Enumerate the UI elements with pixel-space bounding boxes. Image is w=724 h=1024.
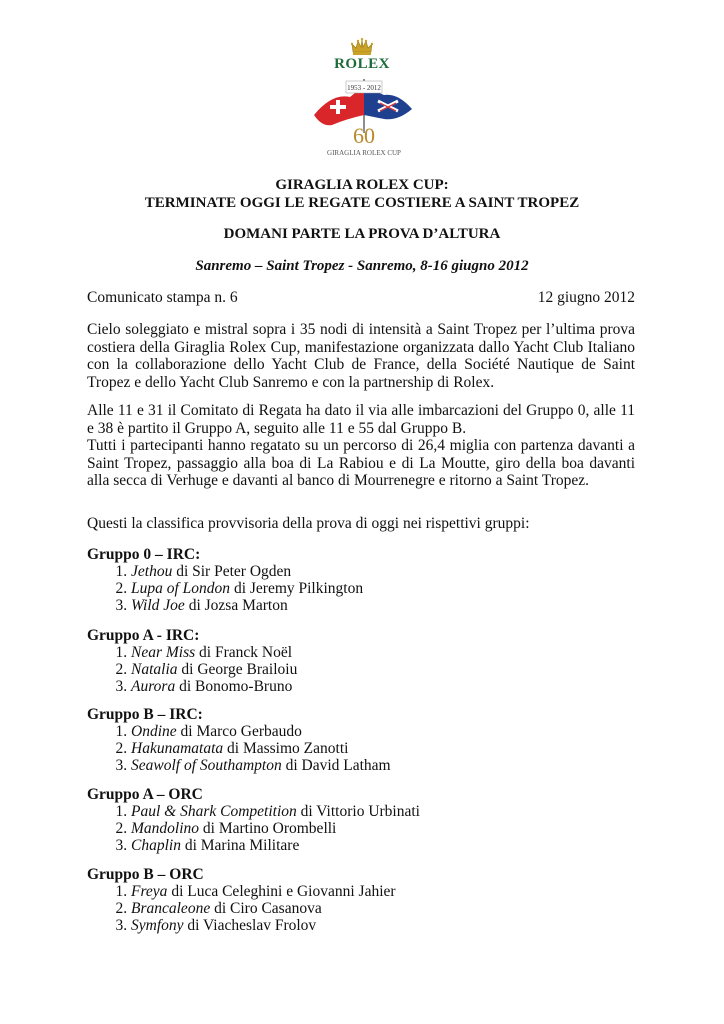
owner-name: di Ciro Casanova <box>210 900 322 917</box>
group-title: Gruppo A - IRC: <box>87 627 200 644</box>
headline-line-2: TERMINATE OGGI LE REGATE COSTIERE A SAINT TROPEZ <box>144 195 580 211</box>
brand-name: ROLEX <box>334 56 390 72</box>
results-group <box>87 627 635 695</box>
owner-name: di George Brailoiu <box>177 661 298 678</box>
release-number: Comunicato stampa n. 6 <box>87 289 238 306</box>
group-title: Gruppo B – ORC <box>87 866 204 883</box>
list-item <box>131 820 635 837</box>
boat-name: Wild Joe <box>131 597 185 614</box>
boat-name: Hakunamatata <box>131 740 224 757</box>
owner-name: di Vittorio Urbinati <box>296 803 420 820</box>
giraglia-60-emblem <box>302 75 422 157</box>
release-date: 12 giugno 2012 <box>537 289 635 306</box>
list-item <box>131 917 635 934</box>
results-list <box>87 883 635 934</box>
headline <box>0 176 724 212</box>
list-item <box>131 580 635 597</box>
headline-line-3: DOMANI PARTE LA PROVA D’ALTURA <box>223 226 501 242</box>
results-group <box>87 546 635 614</box>
owner-name: di Jozsa Marton <box>184 597 288 614</box>
boat-name: Natalia <box>131 661 178 678</box>
boat-name: Seawolf of Southampton <box>131 757 282 774</box>
list-item <box>131 563 635 580</box>
results-list <box>87 723 635 774</box>
press-release-meta <box>87 289 635 307</box>
results-group <box>87 786 635 854</box>
results-group <box>87 866 635 934</box>
boat-name: Jethou <box>131 563 173 580</box>
paragraph-results-intro: Questi la classifica provvisoria della prova di oggi nei rispettivi gruppi: <box>87 515 530 532</box>
owner-name: di Franck Noël <box>195 644 293 661</box>
list-item <box>131 644 635 661</box>
results-list <box>87 644 635 695</box>
paragraph-course: Tutti i partecipanti hanno regatato su un percorso di 26,4 miglia con partenza davanti a Saint Tropez, passaggio alla boa di La Rabiou e di La Moutte, giro della boa davanti alla secca di Verhuge e davanti al banco di Mourrenegre e ritorno a Saint Tropez. <box>87 437 635 490</box>
owner-name: di Marina Militare <box>180 837 300 854</box>
owner-name: di Marco Gerbaudo <box>176 723 302 740</box>
list-item <box>131 740 635 757</box>
paragraph-start <box>87 402 635 490</box>
list-item <box>131 661 635 678</box>
owner-name: di Jeremy Pilkington <box>230 580 364 597</box>
boat-name: Brancaleone <box>131 900 211 917</box>
results-list <box>87 803 635 854</box>
boat-name: Paul & Shark Competition <box>131 803 297 820</box>
list-item <box>131 723 635 740</box>
owner-name: di Viacheslav Frolov <box>183 917 317 934</box>
owner-name: di Martino Orombelli <box>199 820 337 837</box>
list-item <box>131 883 635 900</box>
group-title: Gruppo A – ORC <box>87 786 203 803</box>
results-group <box>87 706 635 774</box>
list-item <box>131 803 635 820</box>
boat-name: Symfony <box>131 917 184 934</box>
crown-icon <box>351 38 373 56</box>
list-item <box>131 837 635 854</box>
list-item <box>131 678 635 695</box>
owner-name: di Massimo Zanotti <box>223 740 349 757</box>
event-subtitle: Sanremo – Saint Tropez - Sanremo, 8-16 giugno 2012 <box>195 258 529 274</box>
svg-text:60: 60 <box>353 123 375 148</box>
svg-text:GIRAGLIA ROLEX CUP: GIRAGLIA ROLEX CUP <box>327 149 401 157</box>
boat-name: Mandolino <box>131 820 200 837</box>
boat-name: Chaplin <box>131 837 181 854</box>
group-title: Gruppo B – IRC: <box>87 706 203 723</box>
owner-name: di Bonomo-Bruno <box>175 678 293 695</box>
results-list <box>87 563 635 614</box>
boat-name: Freya <box>131 883 168 900</box>
list-item <box>131 597 635 614</box>
owner-name: di Luca Celeghini e Giovanni Jahier <box>167 883 396 900</box>
boat-name: Near Miss <box>131 644 196 661</box>
owner-name: di David Latham <box>281 757 391 774</box>
owner-name: di Sir Peter Ogden <box>172 563 292 580</box>
rolex-logo <box>0 38 724 157</box>
headline-line-1: GIRAGLIA ROLEX CUP: <box>275 177 449 193</box>
boat-name: Lupa of London <box>131 580 231 597</box>
paragraph-intro: Cielo soleggiato e mistral sopra i 35 nodi di intensità a Saint Tropez per l’ultima prova costiera della Giraglia Rolex Cup, manifestazione organizzata dallo Yacht Club Italiano con la collaborazione dello Yacht Club de France, della Société Nautique de Saint Tropez e dello Yacht Club Sanremo e con la partnership di Rolex. <box>87 321 635 391</box>
boat-name: Aurora <box>131 678 176 695</box>
list-item <box>131 757 635 774</box>
paragraph-start-times: Alle 11 e 31 il Comitato di Regata ha dato il via alle imbarcazioni del Gruppo 0, alle 11 e 38 è partito il Gruppo A, seguito alle 11 e 55 dal Gruppo B. <box>87 402 635 437</box>
svg-text:1953 - 2012: 1953 - 2012 <box>347 84 381 92</box>
boat-name: Ondine <box>131 723 177 740</box>
group-title: Gruppo 0 – IRC: <box>87 546 201 563</box>
list-item <box>131 900 635 917</box>
